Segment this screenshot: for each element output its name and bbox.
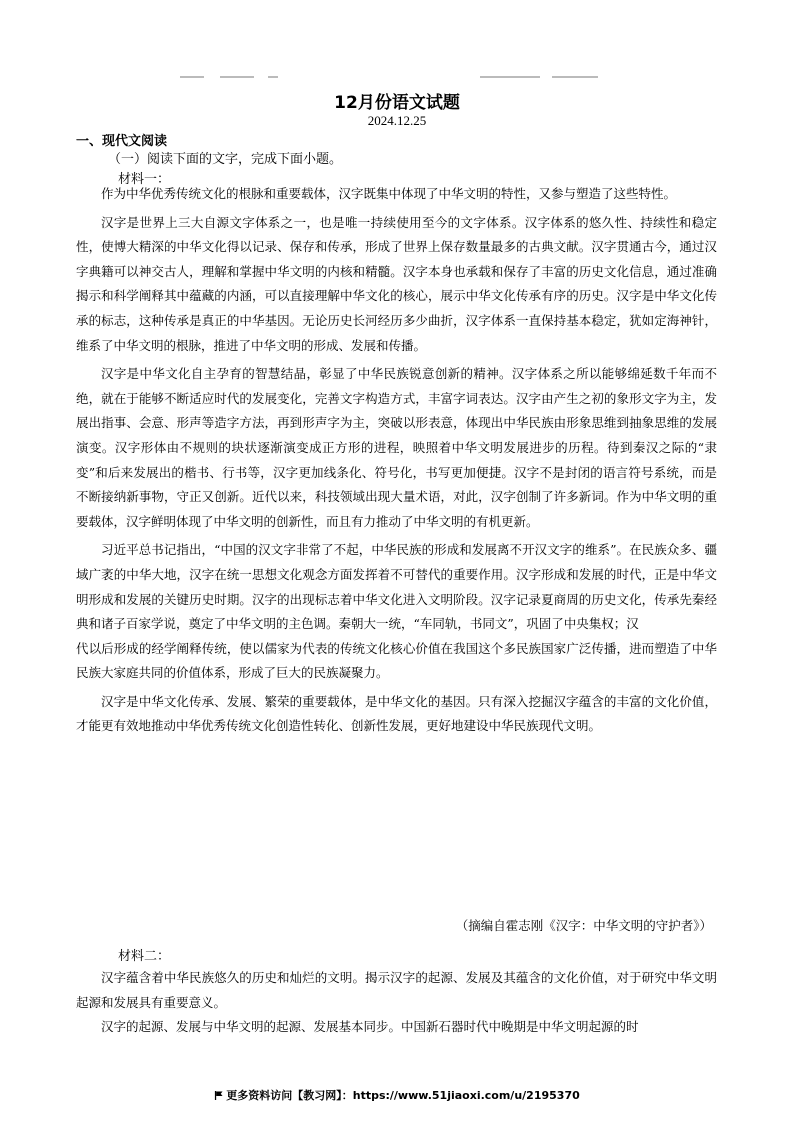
- material2-paragraph: 汉字蕴含着中华民族悠久的历史和灿烂的文明。揭示汉字的起源、发展及其蕴含的文化价值，对于研究中华文明起源和发展具有重要意义。: [76, 970, 717, 1010]
- material2-paragraph: 汉字的起源、发展与中华文明的起源、发展基本同步。中国新石器时代中晚期是中华文明起源的时: [101, 1019, 639, 1035]
- material1-paragraph: 习近平总书记指出，“中国的汉文字非常了不起，中华民族的形成和发展离不开汉文字的维系”。在民族众多、疆域广袤的中华大地，汉字在统一思想文化观念方面发挥着不可替代的重要作用。汉字形成和发展的时代，正是中华文明形成和发展的关键历史时期。汉字的出现标志着中华文化进入文明阶段。汉字记录夏商周的历史文化，传承先秦经典和诸子百家学说，奠定了中华文明的主色调。秦朝大一统，“车同轨，书同文”，巩固了中央集权；汉: [76, 542, 717, 632]
- faded-header-strip: [180, 76, 610, 84]
- material1-paragraph: 汉字是中华文化自主孕育的智慧结晶，彰显了中华民族锐意创新的精神。汉字体系之所以能够绵延数千年而不绝，就在于能够不断适应时代的发展变化，完善文字构造方式，丰富字词表达。汉字由产生之初的象形文字为主，发展出指事、会意、形声等造字方法，再到形声字为主，突破以形表意，体现出中华民族由形象思维到抽象思维的发展演变。汉字形体由不规则的块状逐渐演变成正方形的进程，映照着中华文明发展进步的历程。待到秦汉之际的“隶变”和后来发展出的楷书、行书等，汉字更加线条化、符号化，书写更加便捷。汉字不是封闭的语言符号系统，而是不断接纳新事物，守正又创新。近代以来，科技领域出现大量术语，对此，汉字创制了许多新词。作为中华文明的重要载体，汉字鲜明体现了中华文明的创新性，而且有力推动了中华文明的有机更新。: [76, 366, 717, 529]
- flag-icon: [214, 1091, 223, 1100]
- section-heading: 一、现代文阅读: [76, 134, 168, 149]
- footer-text: 更多资料访问【教习网】：https://www.51jiaoxi.com/u/2195370: [226, 1089, 580, 1102]
- material2-body: [76, 966, 717, 1040]
- material2-label: 材料二：: [118, 949, 171, 964]
- footer-link[interactable]: [0, 1087, 794, 1103]
- material1-source: （摘编自霍志刚《汉字：中华文明的守护者》）: [455, 918, 712, 933]
- material1-label: 材料一：: [118, 172, 171, 187]
- material1-paragraph: 代以后形成的经学阐释传统，使以儒家为代表的传统文化核心价值在我国这个多民族国家广泛传播，进而塑造了中华民族大家庭共同的价值体系，形成了巨大的民族凝聚力。: [76, 640, 717, 681]
- material1-paragraph: 作为中华优秀传统文化的根脉和重要载体，汉字既集中体现了中华文明的特性，又参与塑造了这些特性。: [101, 186, 677, 201]
- material1-body: [76, 182, 717, 739]
- page-title: 12月份语文试题: [334, 93, 460, 113]
- instruction-text: （一）阅读下面的文字，完成下面小题。: [108, 152, 343, 167]
- exam-date: 2024.12.25: [367, 113, 427, 128]
- material1-paragraph: 汉字是世界上三大自源文字体系之一，也是唯一持续使用至今的文字体系。汉字体系的悠久性、持续性和稳定性，使博大精深的中华文化得以记录、保存和传承，形成了世界上保存数量最多的古典文献。汉字贯通古今，通过汉字典籍可以神交古人，理解和掌握中华文明的内核和精髓。汉字本身也承载和保存了丰富的历史文化信息，通过准确揭示和科学阐释其中蕴藏的内涵，可以直接理解中华文化的核心，展示中华文化传承有序的历史。汉字是中华文化传承的标志，这种传承是真正的中华基因。无论历史长河经历多少曲折，汉字体系一直保持基本稳定，犹如定海神针，维系了中华文明的根脉，推进了中华文明的形成、发展和传播。: [76, 214, 717, 353]
- material1-paragraph: 汉字是中华文化传承、发展、繁荣的重要载体，是中华文化的基因。只有深入挖掘汉字蕴含的丰富的文化价值，才能更有效地推动中华优秀传统文化创造性转化、创新性发展，更好地建设中华民族现代文明。: [76, 693, 717, 734]
